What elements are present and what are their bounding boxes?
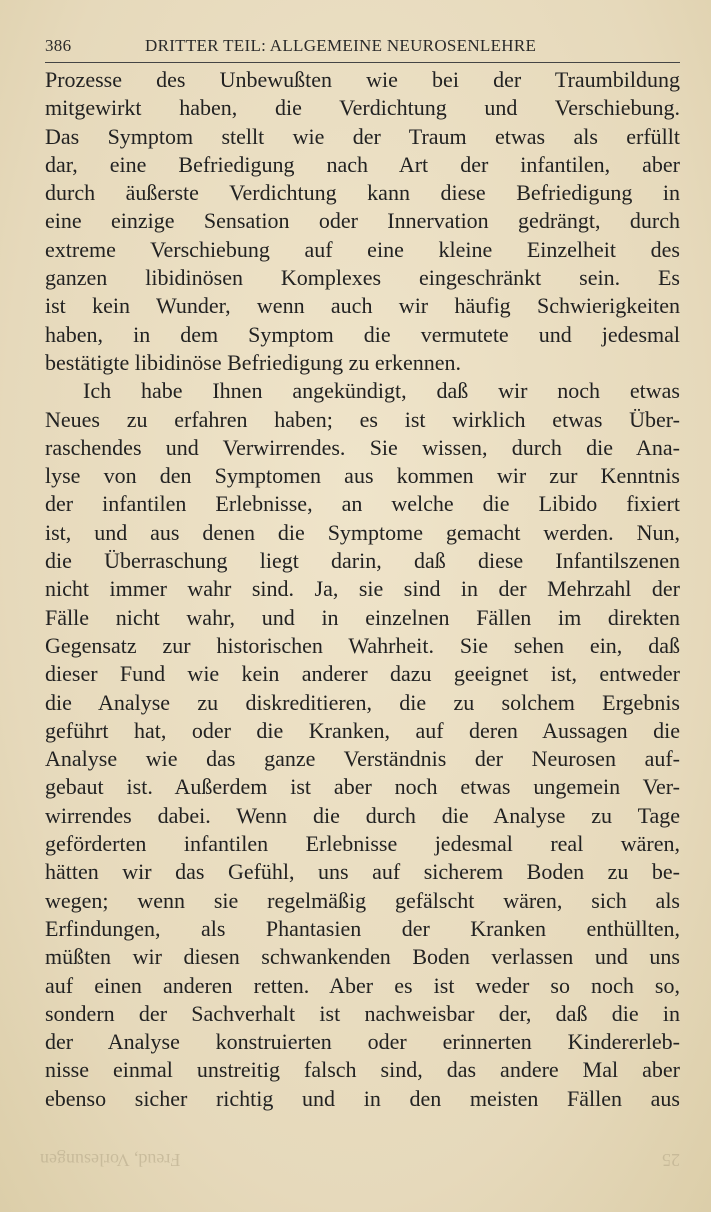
text-line: ganzen libidinösen Komplexes eingeschränkt sein. Es [45, 265, 680, 291]
text-line: dar, eine Befriedigung nach Art der infantilen, aber [45, 151, 680, 177]
text-line: Erfindungen, als Phantasien der Kranken enthüllten, [45, 915, 680, 941]
text-line: Fälle nicht wahr, und in einzelnen Fällen im direkten [45, 604, 680, 630]
text-line: sondern der Sachverhalt ist nachweisbar der, daß die in [45, 1000, 680, 1026]
text-line: bestätigte libidinöse Befriedigung zu erkennen. [45, 349, 462, 375]
text-line: gebaut ist. Außerdem ist aber noch etwas ungemein Ver- [45, 774, 680, 800]
body-text [45, 66, 680, 1113]
text-line: durch äußerste Verdichtung kann diese Befriedigung in [45, 180, 680, 206]
header-rule [45, 62, 680, 63]
page-number: 386 [45, 36, 72, 55]
text-line: müßten wir diesen schwankenden Boden verlassen und uns [45, 944, 680, 970]
running-title: DRITTER TEIL: ALLGEMEINE NEUROSENLEHRE [145, 36, 537, 55]
text-line: extreme Verschiebung auf eine kleine Einzelheit des [45, 236, 680, 262]
paragraph-start-line: Ich habe Ihnen angekündigt, daß wir noch etwas [83, 378, 680, 404]
signature-text: Freud, Vorlesungen [40, 1150, 181, 1170]
text-line: raschendes und Verwirrendes. Sie wissen, durch die Ana- [45, 434, 680, 460]
text-line: ebenso sicher richtig und in den meisten Fällen aus [45, 1085, 680, 1111]
text-line: lyse von den Symptomen aus kommen wir zur Kenntnis [45, 463, 680, 489]
text-line: geförderten infantilen Erlebnisse jedesmal real wären, [45, 831, 680, 857]
text-line: Gegensatz zur historischen Wahrheit. Sie sehen ein, daß [45, 632, 680, 658]
text-line: hätten wir das Gefühl, uns auf sicherem Boden zu be- [45, 859, 680, 885]
text-line: dieser Fund wie kein anderer dazu geeignet ist, entweder [45, 661, 680, 687]
text-line: nicht immer wahr sind. Ja, sie sind in der Mehrzahl der [45, 576, 680, 602]
show-through-signature [40, 1140, 680, 1170]
text-line: Das Symptom stellt wie der Traum etwas als erfüllt [45, 123, 680, 149]
text-line: Neues zu erfahren haben; es ist wirklich etwas Über- [45, 406, 680, 432]
text-line: auf einen anderen retten. Aber es ist weder so noch so, [45, 972, 680, 998]
text-line: geführt hat, oder die Kranken, auf deren Aussagen die [45, 717, 680, 743]
text-line: der Analyse konstruierten oder erinnerten Kindererleb- [45, 1029, 680, 1055]
text-line: Analyse wie das ganze Verständnis der Neurosen auf- [45, 746, 680, 772]
text-line: der infantilen Erlebnisse, an welche die Libido fixiert [45, 491, 680, 517]
text-line: nisse einmal unstreitig falsch sind, das andere Mal aber [45, 1057, 680, 1083]
text-line: ist, und aus denen die Symptome gemacht werden. Nun, [45, 519, 680, 545]
text-line: ist kein Wunder, wenn auch wir häufig Schwierigkeiten [45, 293, 680, 319]
text-line: die Analyse zu diskreditieren, die zu solchem Ergebnis [45, 689, 680, 715]
text-line: wirrendes dabei. Wenn die durch die Analyse zu Tage [45, 802, 680, 828]
text-line: haben, in dem Symptom die vermutete und jedesmal [45, 321, 680, 347]
text-line: die Überraschung liegt darin, daß diese Infantilszenen [45, 548, 680, 574]
text-line: eine einzige Sensation oder Innervation gedrängt, durch [45, 208, 680, 234]
text-line: wegen; wenn sie regelmäßig gefälscht wären, sich als [45, 887, 680, 913]
signature-number: 25 [662, 1150, 680, 1170]
text-line: Prozesse des Unbewußten wie bei der Traumbildung [45, 67, 680, 92]
running-header [45, 36, 680, 62]
text-line: mitgewirkt haben, die Verdichtung und Verschiebung. [45, 95, 680, 121]
